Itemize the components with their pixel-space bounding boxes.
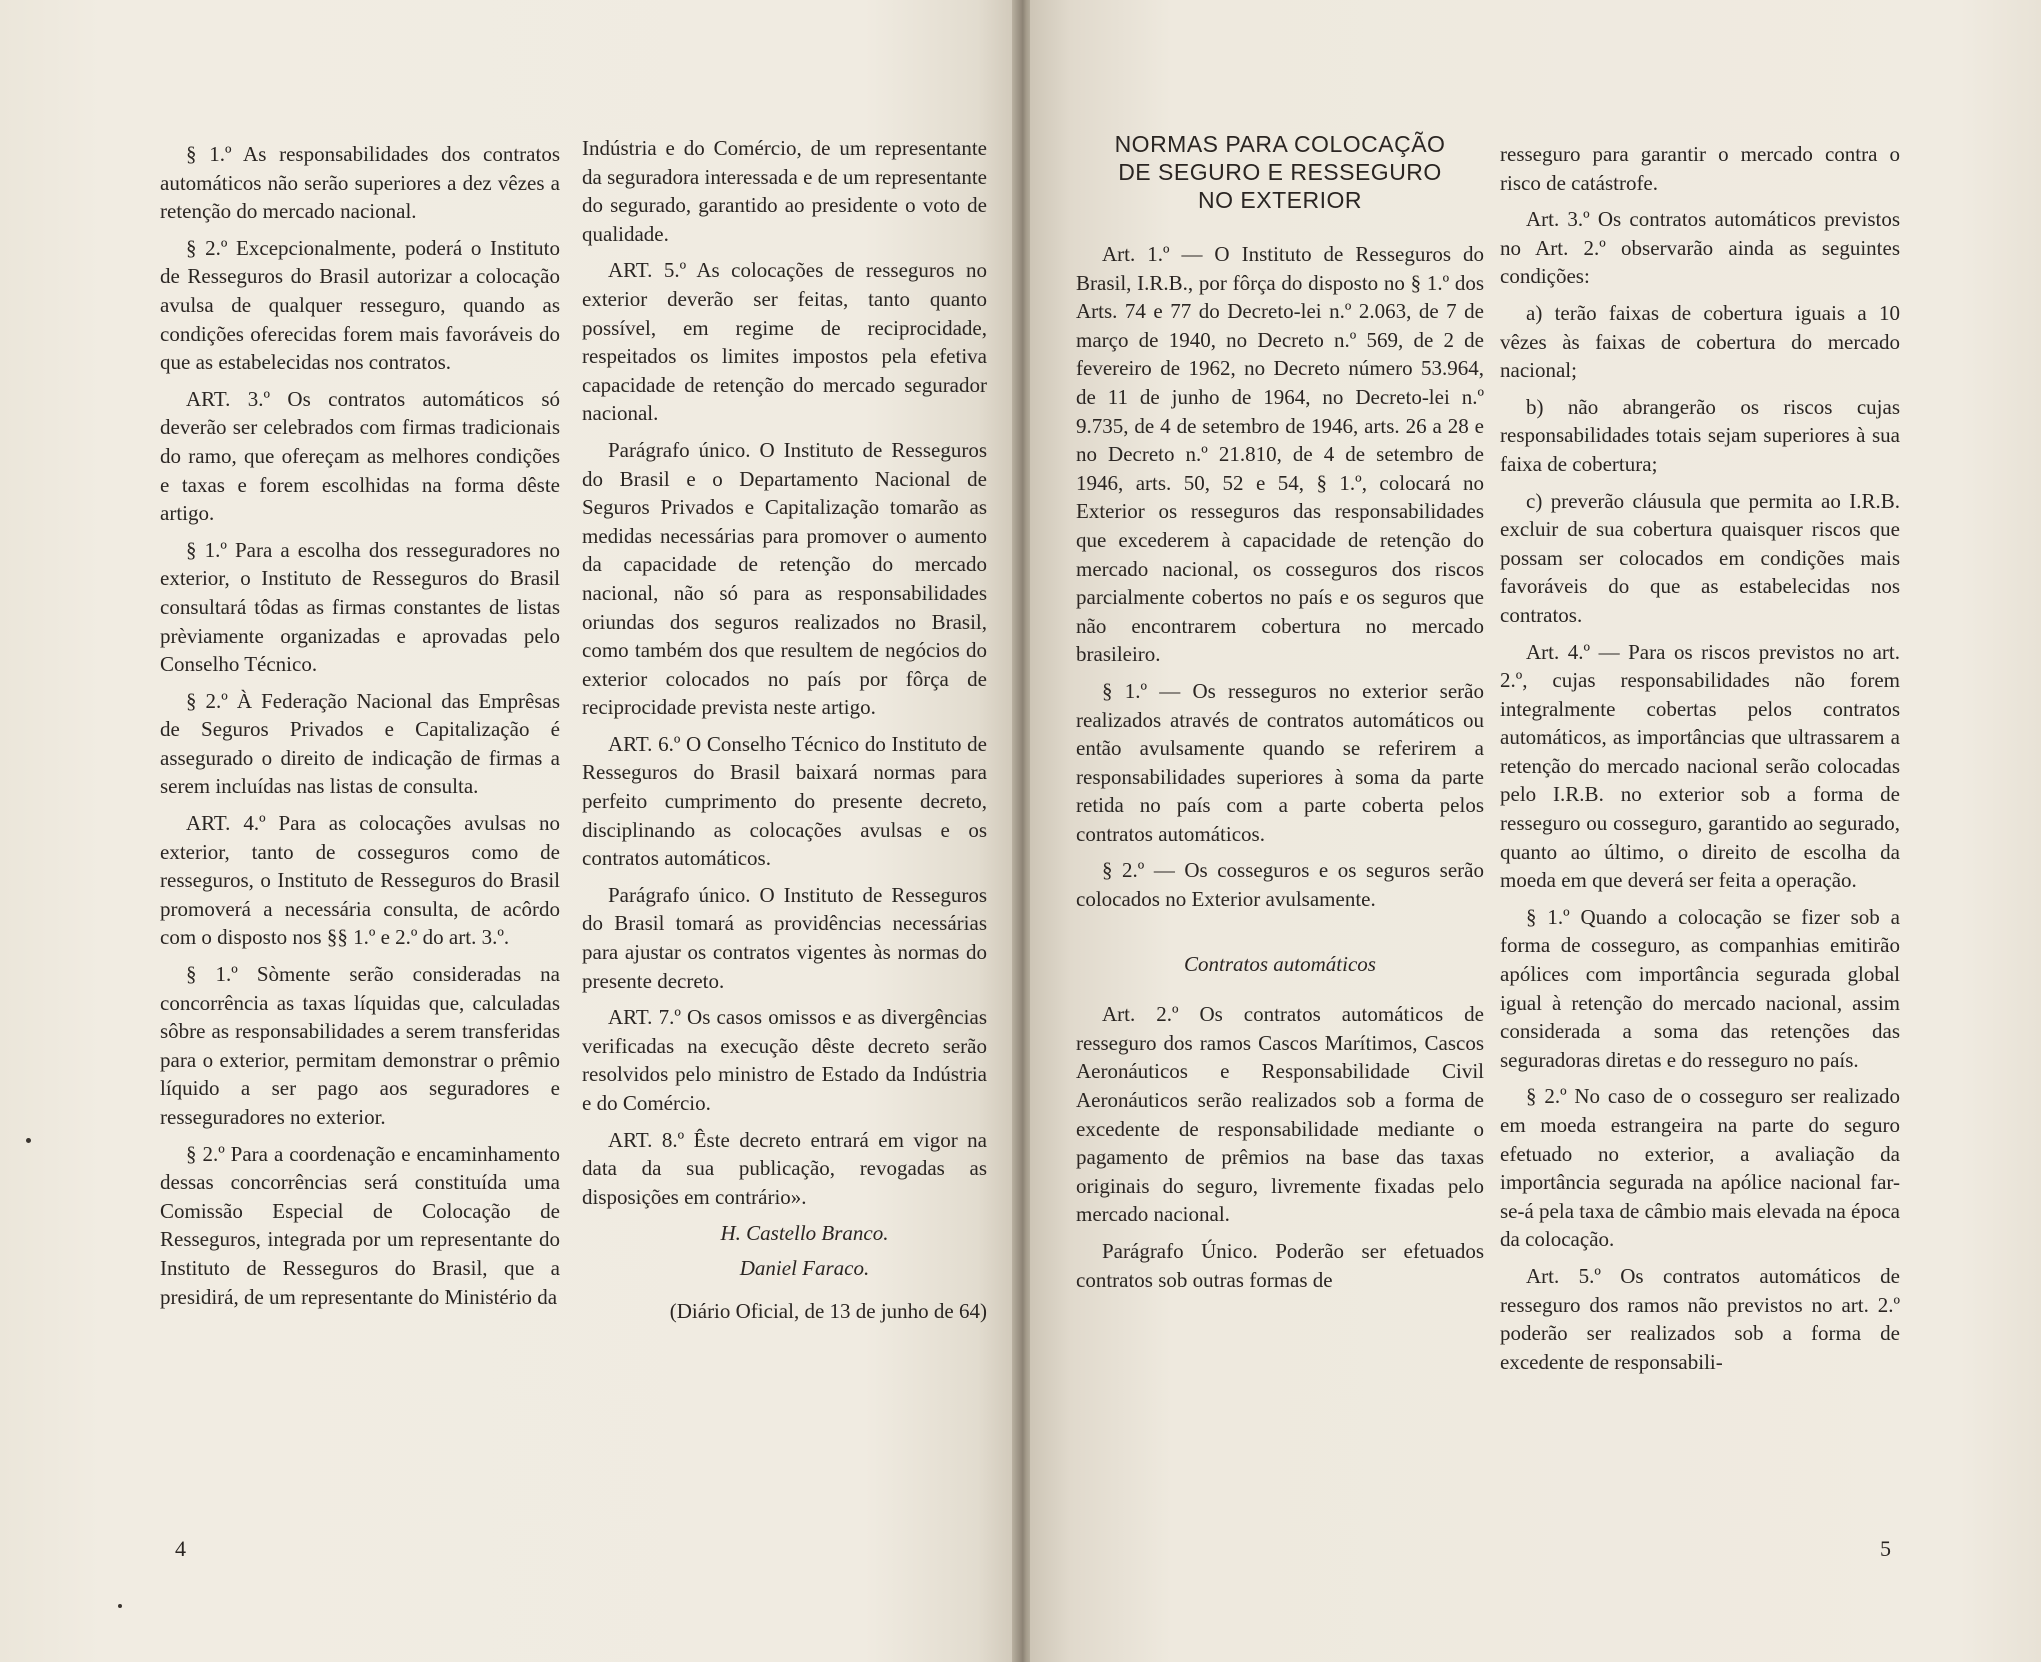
- signature-castello-branco: H. Castello Branco.: [720, 1221, 889, 1246]
- paragraph: § 2.º — Os cosseguros e os seguros serão colocados no Exterior avulsamente.: [1076, 858, 1484, 912]
- left-column-a: [160, 140, 560, 1311]
- paragraph: § 1.º — Os resseguros no exterior serão realizados através de contratos automáticos ou então avulsamente quando se referirem a responsabilidades superiores à soma da parte retida no país com a parte coberta pelos contratos automáticos.: [1076, 678, 1484, 846]
- section-title: [1076, 130, 1484, 214]
- paragraph: Art. 5.º Os contratos automáticos de resseguro dos ramos não previstos no art. 2.º poderão ser realizados sob a forma de excedente de responsabili-: [1500, 1263, 1900, 1374]
- paper-speck: [26, 1138, 31, 1143]
- paragraph: c) preverão cláusula que permita ao I.R.B. excluir de sua cobertura quaisquer riscos que possam ser colocados em condições mais favoráveis do que as estabelecidas nos contratos.: [1500, 488, 1900, 627]
- paragraph: § 2.º Excepcionalmente, poderá o Instituto de Resseguros do Brasil autorizar a colocação avulsa de qualquer resseguro, quando as condições oferecidas forem mais favoráveis do que as estabelecidas nos contratos.: [160, 235, 560, 375]
- left-column-b: [582, 134, 987, 1333]
- paragraph: resseguro para garantir o mercado contra o risco de catástrofe.: [1500, 142, 1900, 195]
- paragraph: ART. 8.º Êste decreto entrará em vigor na data da sua publicação, revogadas as disposições em contrário».: [582, 1127, 987, 1209]
- paragraph: Parágrafo Único. Poderão ser efetuados contratos sob outras formas de: [1076, 1239, 1484, 1292]
- paragraph: Art. 2.º Os contratos automáticos de resseguro dos ramos Cascos Marítimos, Cascos Aeronáuticos e Responsabilidade Civil Aeronáuticos serão realizados sob a forma de excedente de responsabilidade mediante o pagamento de prêmios na base das taxas originais do seguro, livremente fixadas pelo mercado nacional.: [1076, 1002, 1484, 1227]
- paragraph: ART. 6.º O Conselho Técnico do Instituto de Resseguros do Brasil baixará normas para perfeito cumprimento do presente decreto, disciplinando as colocações avulsas e os contratos automáticos.: [582, 731, 987, 871]
- paragraph: a) terão faixas de cobertura iguais a 10 vêzes às faixas de cobertura do mercado nacional;: [1500, 300, 1900, 383]
- title-line: NORMAS PARA COLOCAÇÃO: [1114, 131, 1446, 157]
- paragraph: ART. 7.º Os casos omissos e as divergências verificadas na execução dêste decreto serão resolvidos pelo ministro de Estado da Indústria e do Comércio.: [582, 1005, 987, 1115]
- title-line: NO EXTERIOR: [1198, 187, 1362, 213]
- paragraph: § 1.º Sòmente serão consideradas na concorrência as taxas líquidas que, calculadas sôbre as responsabilidades a serem transferidas para o exterior, permitam demonstrar o prêmio líquido a ser pago aos seguradores e resseguradores no exterior.: [160, 962, 560, 1129]
- paragraph: § 1.º Quando a colocação se fizer sob a forma de cosseguro, as companhias emitirão apólices com importância segurada global igual à retenção do mercado nacional, assim considerada a soma das retenções das seguradoras diretas e do resseguro no país.: [1500, 904, 1900, 1072]
- paragraph: Parágrafo único. O Instituto de Resseguros do Brasil e o Departamento Nacional de Seguros Privados e Capitalização tomarão as medidas necessárias para promover o aumento da capacidade de retenção do mercado nacional, não só para as responsabilidades oriundas dos seguros realizados no Brasil, como também dos que resultem de negócios do exterior colocados no país por fôrça de reciprocidade prevista neste artigo.: [582, 437, 987, 720]
- paragraph: § 2.º No caso de o cosseguro ser realizado em moeda estrangeira na parte do seguro efetuado no exterior, a avaliação da importância segurada na apólice nacional far-se-á pela taxa de câmbio mais elevada na época da colocação.: [1500, 1084, 1900, 1252]
- title-line: DE SEGURO E RESSEGURO: [1118, 159, 1442, 185]
- paragraph: ART. 5.º As colocações de resseguros no exterior deverão ser feitas, tanto quanto possível, em regime de reciprocidade, respeitados os limites impostos pela efetiva capacidade de retenção do mercado segurador nacional.: [582, 258, 987, 426]
- paragraph: ART. 3.º Os contratos automáticos só deverão ser celebrados com firmas tradicionais do ramo, que ofereçam as melhores condições e taxas e forem escolhidas na forma dêste artigo.: [160, 386, 560, 526]
- paragraph: Art. 3.º Os contratos automáticos previstos no Art. 2.º observarão ainda as seguintes condições:: [1500, 207, 1900, 289]
- paper-speck: [118, 1604, 122, 1608]
- paragraph: Art. 4.º — Para os riscos previstos no art. 2.º, cujas responsabilidades não forem integralmente cobertas pelos contratos automáticos, as importâncias que ultrassarem a retenção do mercado nacional serão colocadas pelo I.R.B. no exterior sob a forma de resseguro ou cosseguro, garantido ao segurado, quanto ao último, o direito de escolha da moeda em que deverá ser feita a operação.: [1500, 639, 1900, 893]
- page-number: 5: [1880, 1536, 1891, 1561]
- paragraph: ART. 4.º Para as colocações avulsas no exterior, tanto de cosseguros como de resseguros, o Instituto de Resseguros do Brasil promoverá a necessária consulta, de acôrdo com o disposto nos §§ 1.º e 2.º do art. 3.º.: [160, 811, 560, 950]
- right-column-c: [1076, 130, 1484, 1294]
- paragraph: § 1.º Para a escolha dos resseguradores no exterior, o Instituto de Resseguros do Brasil consultará tôdas as firmas constantes de listas prèviamente organizadas e aprovadas pelo Conselho Técnico.: [160, 537, 560, 677]
- paragraph: b) não abrangerão os riscos cujas responsabilidades totais sejam superiores à sua faixa de cobertura;: [1500, 394, 1900, 476]
- paragraph: § 2.º Para a coordenação e encaminhamento dessas concorrências será constituída uma Comissão Especial de Colocação de Resseguros, integrada por um representante do Instituto de Resseguros do Brasil, que a presidirá, de um representante do Ministério da: [160, 1141, 560, 1309]
- page-number: 4: [175, 1536, 186, 1561]
- right-column-d: [1500, 140, 1900, 1376]
- source-note: (Diário Oficial, de 13 de junho de 64): [669, 1298, 987, 1323]
- signature-faraco: Daniel Faraco.: [739, 1255, 870, 1280]
- paragraph: Parágrafo único. O Instituto de Resseguros do Brasil tomará as providências necessárias para ajustar os contratos vigentes às normas do presente decreto.: [582, 882, 987, 993]
- left-page: [0, 0, 1018, 1662]
- paragraph: § 1.º As responsabilidades dos contratos automáticos não serão superiores a dez vêzes a retenção do mercado nacional.: [160, 142, 560, 224]
- paragraph: Art. 1.º — O Instituto de Resseguros do Brasil, I.R.B., por fôrça do disposto no § 1.º dos Arts. 74 e 77 do Decreto-lei n.º 2.063, de 7 de março de 1940, no Decreto n.º 569, de 2 de fevereiro de 1962, no Decreto número 53.964, de 11 de junho de 1964, no Decreto-lei n.º 9.735, de 4 de setembro de 1946, arts. 26 a 28 e no Decreto n.º 21.810, de 4 de setembro de 1946, arts. 50, 52 e 54, § 1.º, colocará no Exterior os resseguros das responsabilidades que excederem à capacidade de retenção do mercado nacional, os cosseguros dos riscos parcialmente cobertos no país e os seguros que não encontrarem cobertura no mercado brasileiro.: [1076, 242, 1484, 667]
- paragraph: § 2.º À Federação Nacional das Emprêsas de Seguros Privados e Capitalização é assegurado o direito de indicação de firmas a serem incluídas nas listas de consulta.: [160, 688, 560, 799]
- subheading: Contratos automáticos: [1184, 951, 1376, 976]
- paragraph: Indústria e do Comércio, de um representante da seguradora interessada e de um representante do segurado, garantido ao presidente o voto de qualidade.: [582, 136, 987, 246]
